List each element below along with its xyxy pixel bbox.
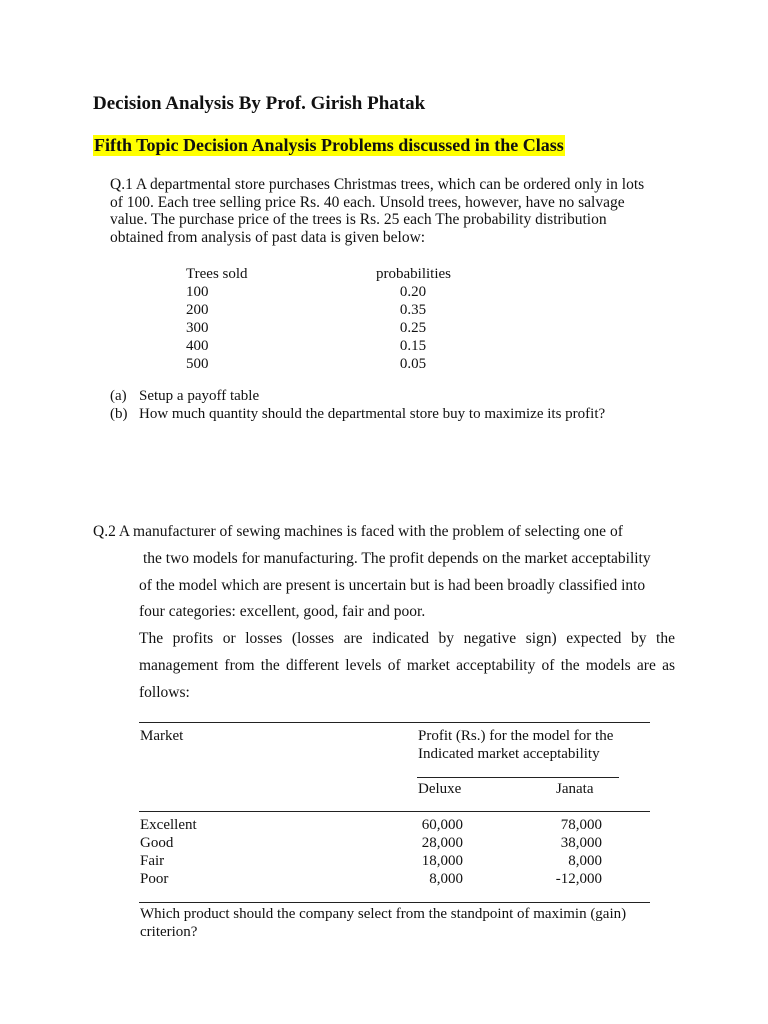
- market-header: Market: [140, 728, 184, 744]
- deluxe-cell: 18,000: [421, 853, 463, 869]
- trees-sold-column: [186, 265, 248, 373]
- q2-line: Q.2 A manufacturer of sewing machines is faced with the problem of selecting one of: [93, 523, 623, 540]
- q1-line: obtained from analysis of past data is given below:: [110, 228, 426, 246]
- trees-sold-value: 400: [186, 338, 209, 354]
- deluxe-cell: 28,000: [421, 835, 463, 851]
- q1-parts: [110, 387, 605, 423]
- janata-cell: 38,000: [560, 835, 602, 851]
- q2-question-line2: criterion?: [140, 924, 198, 940]
- part-label: (b): [110, 406, 128, 422]
- probability-value: 0.20: [399, 284, 427, 300]
- probability-value: 0.25: [399, 320, 427, 336]
- trees-sold-value: 500: [186, 356, 209, 372]
- part-text: Setup a payoff table: [139, 388, 260, 404]
- deluxe-cell: 60,000: [421, 817, 463, 833]
- q2-line: management from the different levels of market acceptability of the models are as: [139, 657, 675, 674]
- q2-line: of the model which are present is uncertain but is had been broadly classified into: [139, 577, 646, 594]
- q1-line: value. The purchase price of the trees is Rs. 25 each The probability distribution: [110, 211, 607, 228]
- q1-text: [110, 176, 644, 246]
- q2-line: the two models for manufacturing. The profit depends on the market acceptability: [143, 550, 651, 567]
- probabilities-header: probabilities: [376, 266, 451, 282]
- market-cell: Fair: [140, 853, 165, 869]
- trees-sold-header: Trees sold: [186, 266, 248, 282]
- market-cell: Poor: [140, 871, 169, 887]
- part-label: (a): [110, 388, 127, 404]
- q2-line: follows:: [139, 684, 190, 701]
- subheader-rule: [417, 777, 619, 778]
- probability-value: 0.35: [399, 302, 427, 318]
- market-cell: Excellent: [140, 817, 197, 833]
- deluxe-header: Deluxe: [418, 781, 462, 797]
- janata-header: Janata: [556, 781, 594, 797]
- part-text: How much quantity should the departmental store buy to maximize its profit?: [139, 406, 606, 422]
- document-title: Decision Analysis By Prof. Girish Phatak: [93, 93, 426, 114]
- janata-cell: 8,000: [568, 853, 602, 869]
- market-cell: Good: [140, 835, 174, 851]
- trees-sold-value: 300: [186, 320, 209, 336]
- q2-line: four categories: excellent, good, fair and poor.: [139, 603, 426, 620]
- trees-sold-value: 100: [186, 284, 209, 300]
- probabilities-column: [376, 265, 456, 373]
- probability-value: 0.15: [399, 338, 427, 354]
- topic-heading: Fifth Topic Decision Analysis Problems discussed in the Class: [94, 135, 564, 155]
- header-bottom-rule: [139, 811, 650, 812]
- trees-sold-value: 200: [186, 302, 209, 318]
- deluxe-cell: 8,000: [429, 871, 463, 887]
- profit-header-line2: Indicated market acceptability: [418, 746, 600, 762]
- q1-part-a: [110, 387, 605, 405]
- q1-line: Q.1 A departmental store purchases Christmas trees, which can be ordered only in lots: [110, 176, 645, 193]
- q1-line: of 100. Each tree selling price Rs. 40 each. Unsold trees, however, have no salvage: [110, 193, 625, 211]
- q1-part-b: [110, 405, 605, 423]
- profit-header-line1: Profit (Rs.) for the model for the: [418, 728, 614, 744]
- probability-value: 0.05: [399, 356, 427, 372]
- q2-line: The profits or losses (losses are indicated by negative sign) expected by the: [139, 630, 675, 647]
- janata-cell: 78,000: [560, 817, 602, 833]
- table-bottom-rule: [139, 902, 650, 903]
- q2-question-line1: Which product should the company select from the standpoint of maximin (gain): [140, 906, 627, 922]
- janata-cell: -12,000: [555, 871, 602, 887]
- table-top-rule: [139, 722, 650, 723]
